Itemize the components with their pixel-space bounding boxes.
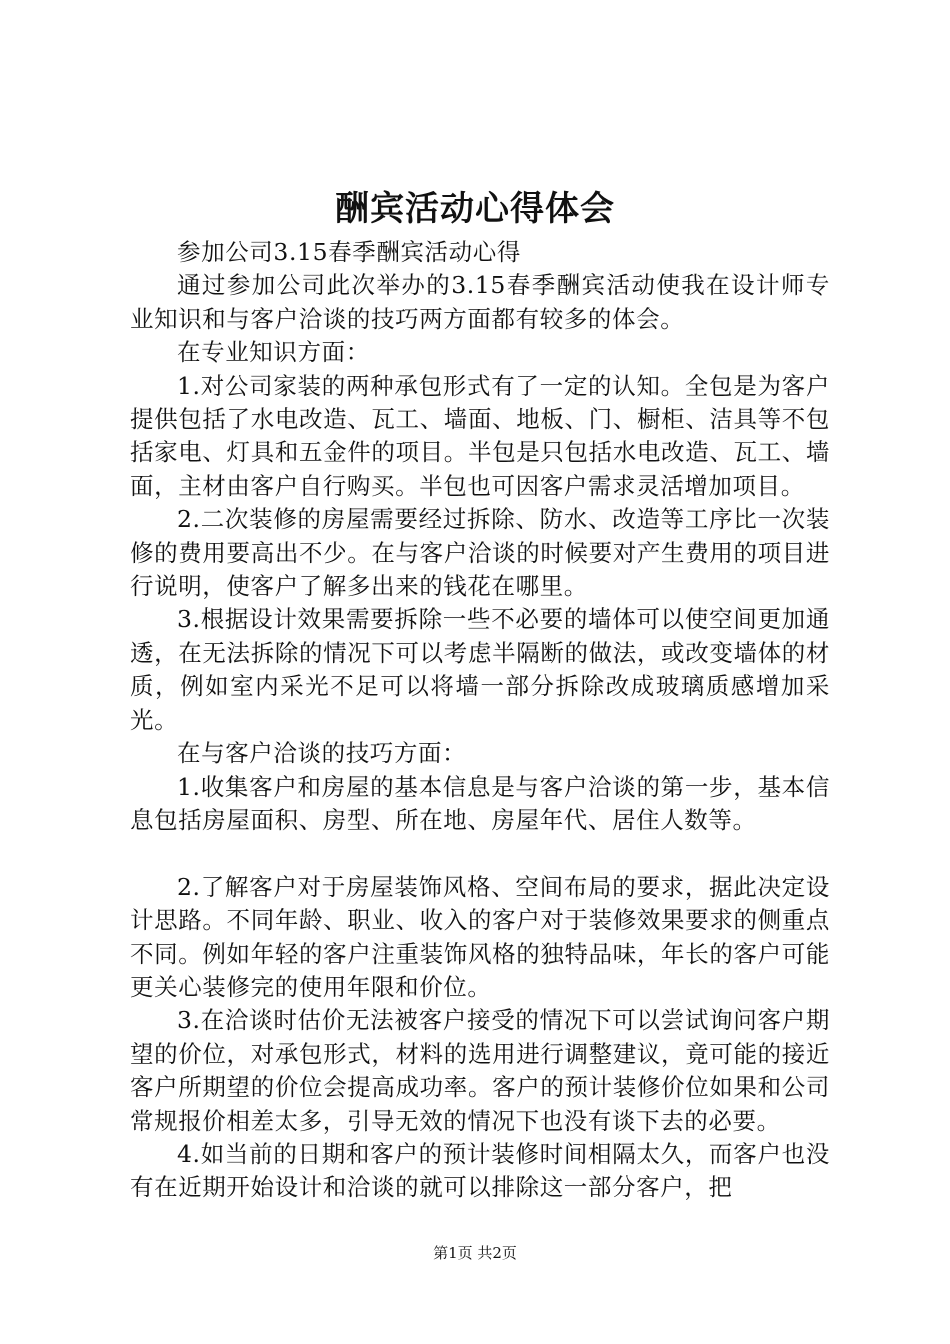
document-title: 酬宾活动心得体会 xyxy=(335,189,615,229)
paragraph-professional-3: 3.根据设计效果需要拆除一些不必要的墙体可以使空间更加通透，在无法拆除的情况下可以考虑半隔断的做法，或改变墙体的材质，例如室内采光不足可以将墙一部分拆除改成玻璃质感增加采光。 xyxy=(130,605,830,734)
document-body xyxy=(130,236,830,1205)
paragraph-subtitle: 参加公司3.15春季酬宾活动心得 xyxy=(177,238,521,266)
paragraph-professional-1: 1.对公司家装的两种承包形式有了一定的认知。全包是为客户提供包括了水电改造、瓦工、墙面、地板、门、橱柜、洁具等不包括家电、灯具和五金件的项目。半包是只包括水电改造、瓦工、墙面，主材由客户自行购买。半包也可因客户需求灵活增加项目。 xyxy=(130,371,830,500)
paragraph-professional-2: 2.二次装修的房屋需要经过拆除、防水、改造等工序比一次装修的费用要高出不少。在与客户洽谈的时候要对产生费用的项目进行说明，使客户了解多出来的钱花在哪里。 xyxy=(130,505,830,601)
paragraph-negotiation-3: 3.在洽谈时估价无法被客户接受的情况下可以尝试询问客户期望的价位，对承包形式，材料的选用进行调整建议，竟可能的接近客户所期望的价位会提高成功率。客户的预计装修价位如果和公司常规报价相差太多，引导无效的情况下也没有谈下去的必要。 xyxy=(130,1006,830,1135)
paragraph-negotiation-1: 1.收集客户和房屋的基本信息是与客户洽谈的第一步，基本信息包括房屋面积、房型、所在地、房屋年代、居住人数等。 xyxy=(130,772,830,834)
paragraph-negotiation-2: 2.了解客户对于房屋装饰风格、空间布局的要求，据此决定设计思路。不同年龄、职业、收入的客户对于装修效果要求的侧重点不同。例如年轻的客户注重装饰风格的独特品味，年长的客户可能更关心装修完的使用年限和价位。 xyxy=(130,872,830,1001)
page-number-footer: 第1页 共2页 xyxy=(433,1244,517,1262)
paragraph-intro: 通过参加公司此次举办的3.15春季酬宾活动使我在设计师专业知识和与客户洽谈的技巧两方面都有较多的体会。 xyxy=(130,271,830,333)
section-heading-negotiation: 在与客户洽谈的技巧方面： xyxy=(177,739,467,768)
paragraph-negotiation-4: 4.如当前的日期和客户的预计装修时间相隔太久，而客户也没有在近期开始设计和洽谈的就可以排除这一部分客户，把 xyxy=(130,1139,830,1202)
section-heading-professional: 在专业知识方面： xyxy=(177,338,370,367)
